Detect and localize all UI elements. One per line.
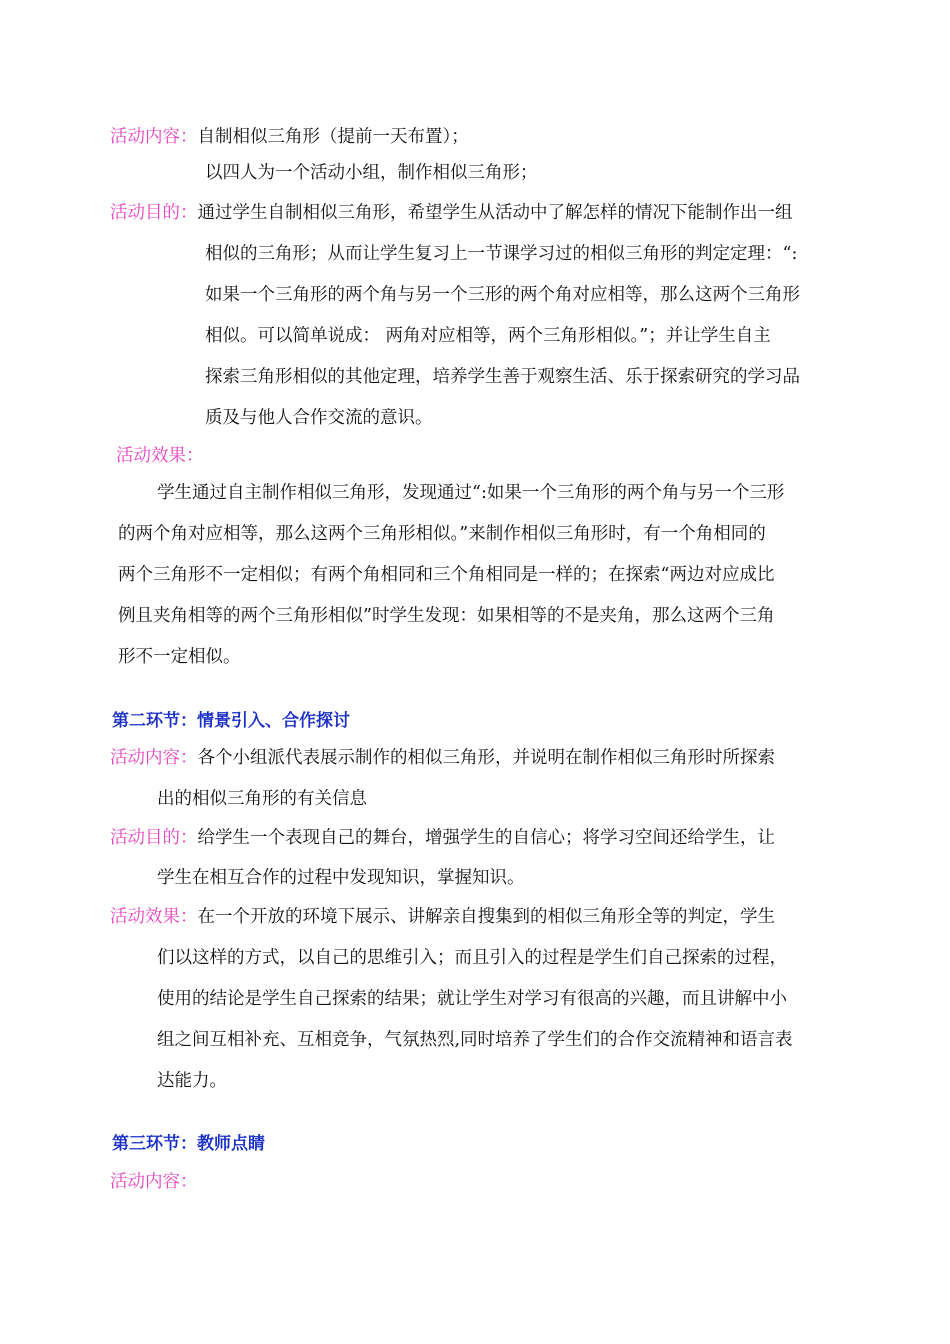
activity-purpose-line: 学生在相互合作的过程中发现知识，掌握知识。 (157, 868, 525, 888)
activity-purpose-line: 质及与他人合作交流的意识。 (205, 408, 433, 428)
activity-purpose-line: 如果一个三角形的两个角与另一个三形的两个角对应相等，那么这两个三角形 (205, 285, 800, 305)
activity-effect-line: 形不一定相似。 (118, 647, 241, 667)
activity-effect-line: 学生通过自主制作相似三角形，发现通过“:如果一个三角形的两个角与另一个三形 (157, 483, 785, 503)
activity-content-label: 活动内容 (110, 1172, 180, 1192)
activity-content-line: 以四人为一个活动小组，制作相似三角形； (205, 163, 538, 183)
activity-purpose-line: 相似。可以简单说成： 两角对应相等，两个三角形相似。”；并让学生自主 (205, 326, 771, 346)
activity-purpose-row-2: 活动目的：给学生一个表现自己的舞台，增强学生的自信心；将学习空间还给学生，让 (110, 828, 775, 848)
activity-effect-row-2: 活动效果：在一个开放的环境下展示、讲解亲自搜集到的相似三角形全等的判定，学生 (110, 907, 775, 927)
activity-effect-line: 组之间互相补充、互相竞争，气氛热烈,同时培养了学生们的合作交流精神和语言表 (157, 1030, 793, 1050)
activity-purpose-text: 通过学生自制相似三角形，希望学生从活动中了解怎样的情况下能制作出一组 (197, 203, 793, 223)
activity-effect-label: 活动效果 (110, 907, 180, 927)
activity-purpose-label: 活动目的 (110, 203, 180, 223)
activity-purpose-row-1: 活动目的：通过学生自制相似三角形，希望学生从活动中了解怎样的情况下能制作出一组 (110, 203, 793, 223)
activity-content-text: 各个小组派代表展示制作的相似三角形，并说明在制作相似三角形时所探索 (197, 748, 775, 768)
activity-purpose-line: 探索三角形相似的其他定理，培养学生善于观察生活、乐于探索研究的学习品 (205, 367, 800, 387)
activity-content-text: 自制相似三角形（提前一天布置）； (197, 127, 469, 147)
activity-effect-line: 达能力。 (157, 1071, 227, 1091)
activity-effect-label: 活动效果 (116, 446, 186, 466)
activity-effect-line: 们以这样的方式，以自己的思维引入；而且引入的过程是学生们自己探索的过程， (157, 948, 787, 968)
activity-purpose-line: 相似的三角形；从而让学生复习上一节课学习过的相似三角形的判定定理：“: (205, 244, 798, 264)
activity-content-label: 活动内容 (110, 748, 180, 768)
activity-content-row-2: 活动内容：各个小组派代表展示制作的相似三角形，并说明在制作相似三角形时所探索 (110, 748, 775, 768)
activity-purpose-label: 活动目的 (110, 828, 180, 848)
activity-purpose-text: 给学生一个表现自己的舞台，增强学生的自信心；将学习空间还给学生，让 (197, 828, 775, 848)
activity-effect-line: 例且夹角相等的两个三角形相似”时学生发现：如果相等的不是夹角，那么这两个三角 (118, 606, 775, 626)
activity-content-label: 活动内容 (110, 127, 180, 147)
activity-effect-line: 的两个角对应相等，那么这两个三角形相似。”来制作相似三角形时，有一个角相同的 (118, 524, 766, 544)
activity-effect-text: 在一个开放的环境下展示、讲解亲自搜集到的相似三角形全等的判定，学生 (197, 907, 775, 927)
activity-content-line: 出的相似三角形的有关信息 (157, 789, 367, 809)
section-heading-2: 第二环节：情景引入、合作探讨 (112, 711, 350, 731)
activity-effect-row-1: 活动效果： (116, 446, 204, 466)
activity-content-row-3: 活动内容： (110, 1172, 198, 1192)
activity-effect-line: 使用的结论是学生自己探索的结果；就让学生对学习有很高的兴趣，而且讲解中小 (157, 989, 787, 1009)
section-heading-3: 第三环节：教师点睛 (112, 1134, 265, 1154)
activity-content-row-1: 活动内容：自制相似三角形（提前一天布置）； (110, 127, 469, 147)
activity-effect-line: 两个三角形不一定相似；有两个角相同和三个角相同是一样的；在探索“两边对应成比 (118, 565, 775, 585)
